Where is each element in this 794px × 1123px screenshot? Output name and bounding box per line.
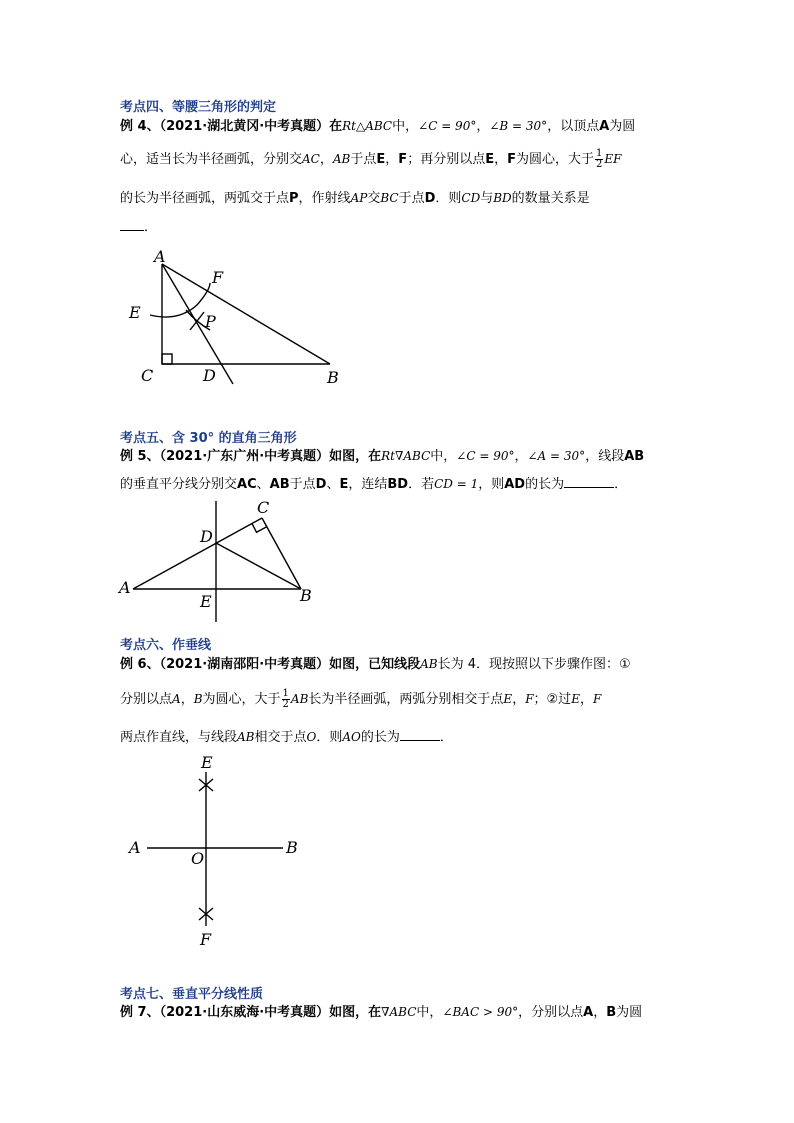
section4-heading: 考点四、等腰三角形的判定: [120, 100, 277, 115]
section4-line4: ．: [120, 216, 157, 235]
section7-line1: 例 7、（2021·山东威海·中考真题）如图，在∇ABC中，∠BAC > 90°，分别以点A，B为圆: [120, 1005, 643, 1020]
fraction-one-half: $\frac{1}{2}$: [282, 688, 289, 710]
label-e: E: [200, 592, 212, 611]
label-c: C: [257, 498, 270, 517]
section5-line2: 的垂直平分线分别交AC、AB于点D、E，连结BD．若CD = 1，则AD的长为 ．: [120, 477, 628, 492]
section5-heading: 考点五、含 30° 的直角三角形: [120, 431, 297, 446]
label-d: D: [203, 366, 216, 385]
label-b: B: [286, 838, 298, 857]
label-o: O: [191, 849, 205, 868]
label-e: E: [201, 753, 213, 772]
section5-line1: 例 5、（2021·广东广州·中考真题）如图，在Rt∇ABC中，∠C = 90°，∠A = 30°，线段AB: [120, 449, 645, 464]
label-a: A: [119, 578, 131, 597]
label-d: D: [200, 527, 213, 546]
label-a: A: [154, 247, 166, 266]
fraction-one-half: $\frac{1}{2}$: [596, 148, 603, 170]
section4-line1: 例 4、（2021·湖北黄冈·中考真题）在Rt△ABC中，∠C = 90°，∠B = 30°，以顶点A为圆: [120, 119, 636, 134]
section6-line2: 分别以点A，B为圆心，大于 $\frac{1}{2}$ AB长为半径画弧，两弧分别相交于点E，F；②过E，F: [120, 688, 602, 710]
section6-line1: 例 6、（2021·湖南邵阳·中考真题）如图，已知线段AB长为 4．现按照以下步骤作图：①: [120, 657, 631, 672]
label-c: C: [141, 366, 154, 385]
label-p: P: [205, 312, 216, 331]
section6-heading: 考点六、作垂线: [120, 638, 212, 653]
label-b: B: [327, 368, 339, 387]
section7-heading: 考点七、垂直平分线性质: [120, 987, 264, 1002]
label-f: F: [212, 268, 224, 287]
label-b: B: [300, 586, 312, 605]
label-a: A: [129, 838, 141, 857]
section4-line3: 的长为半径画弧，两弧交于点P，作射线AP交BC于点D．则CD与BD的数量关系是: [120, 191, 590, 206]
label-e: E: [129, 303, 141, 322]
label-f: F: [200, 930, 212, 949]
section6-line3: 两点作直线，与线段AB相交于点O．则AO的长为 ．: [120, 730, 453, 745]
section4-line2: 心，适当长为半径画弧，分别交AC，AB于点E，F；再分别以点E，F为圆心，大于 $\frac{1}{2}$ EF: [120, 148, 622, 170]
